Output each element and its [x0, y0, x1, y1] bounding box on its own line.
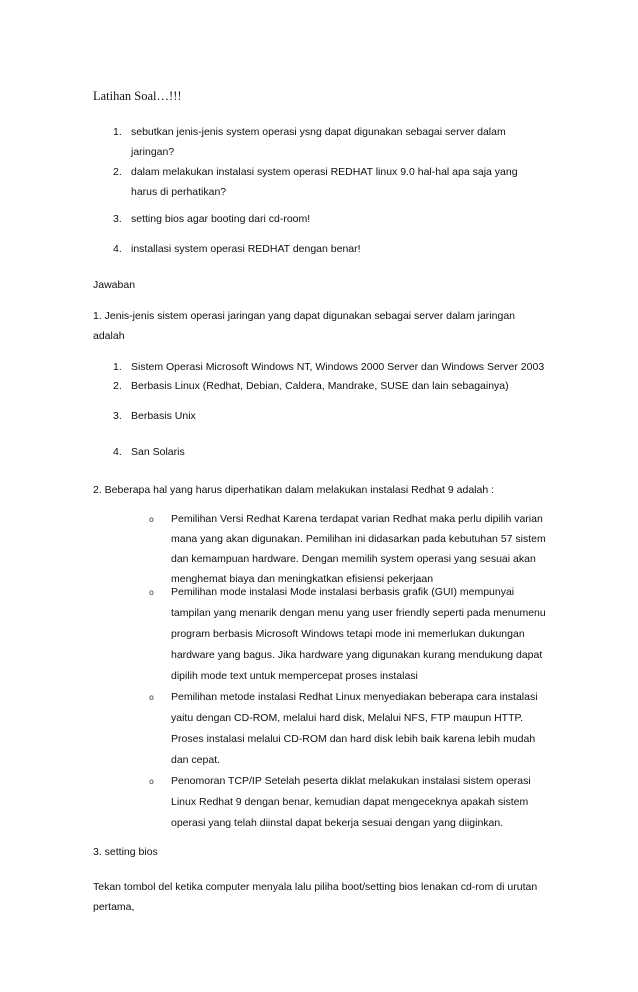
- bullet-text: Pemilihan mode instalasi Mode instalasi berbasis grafik (GUI) mempunyai: [171, 586, 515, 598]
- bullet-icon: o: [149, 693, 154, 702]
- question-number: 4.: [113, 243, 122, 255]
- question-text: setting bios agar booting dari cd-room!: [131, 213, 311, 225]
- os-item-number: 3.: [113, 410, 122, 422]
- question-number: 2.: [113, 166, 122, 178]
- os-item: Berbasis Unix: [131, 410, 196, 422]
- question-text: installasi system operasi REDHAT dengan benar!: [131, 243, 361, 255]
- answer-3-paragraph: pertama,: [93, 901, 135, 913]
- bullet-text: Proses instalasi melalui CD-ROM dan hard disk lebih baik karena lebih mudah: [171, 733, 536, 745]
- answer-2-heading: 2. Beberapa hal yang harus diperhatikan dalam melakukan instalasi Redhat 9 adalah :: [93, 484, 495, 496]
- bullet-text: hardware yang bagus. Jika hardware yang digunakan kurang mendukung dapat: [171, 649, 543, 661]
- os-item: San Solaris: [131, 446, 185, 458]
- question-text: harus di perhatikan?: [131, 186, 227, 198]
- question-text: jaringan?: [131, 146, 175, 158]
- bullet-text: dan cepat.: [171, 754, 221, 766]
- bullet-text: Penomoran TCP/IP Setelah peserta diklat melakukan instalasi sistem operasi: [171, 775, 531, 787]
- bullet-text: dipilih mode text untuk mempercepat proses instalasi: [171, 670, 418, 682]
- page-title: Latihan Soal…!!!: [93, 89, 182, 103]
- question-number: 1.: [113, 126, 122, 138]
- question-text: sebutkan jenis-jenis system operasi ysng dapat digunakan sebagai server dalam: [131, 126, 506, 138]
- bullet-text: Pemilihan metode instalasi Redhat Linux menyediakan beberapa cara instalasi: [171, 691, 538, 703]
- answer-heading: Jawaban: [93, 279, 136, 291]
- bullet-text: Pemilihan Versi Redhat Karena terdapat varian Redhat maka perlu dipilih varian: [171, 513, 543, 525]
- os-item: Sistem Operasi Microsoft Windows NT, Windows 2000 Server dan Windows Server 2003: [131, 361, 545, 373]
- bullet-text: operasi yang telah diinstal dapat bekerja sesuai dengan yang diiginkan.: [171, 817, 504, 829]
- answer-1-paragraph: adalah: [93, 330, 125, 342]
- os-item-number: 1.: [113, 361, 122, 373]
- bullet-text: menghemat biaya dan meningkatkan efisiensi pekerjaan: [171, 573, 434, 585]
- answer-1-paragraph: 1. Jenis-jenis sistem operasi jaringan yang dapat digunakan sebagai server dalam jaringan: [93, 310, 515, 322]
- answer-3-heading: 3. setting bios: [93, 846, 158, 858]
- bullet-text: program berbasis Microsoft Windows tetapi mode ini memerlukan dukungan: [171, 628, 525, 640]
- question-number: 3.: [113, 213, 122, 225]
- bullet-icon: o: [149, 777, 154, 786]
- bullet-text: dan kemampuan hardware. Dengan memilih system operasi yang sesuai akan: [171, 553, 536, 565]
- answer-3-paragraph: Tekan tombol del ketika computer menyala lalu piliha boot/setting bios lenakan cd-rom di urutan: [93, 881, 538, 893]
- bullet-text: yaitu dengan CD-ROM, melalui hard disk, Melalui NFS, FTP maupun HTTP.: [171, 712, 524, 724]
- os-item: Berbasis Linux (Redhat, Debian, Caldera, Mandrake, SUSE dan lain sebagainya): [131, 380, 509, 392]
- os-item-number: 4.: [113, 446, 122, 458]
- os-item-number: 2.: [113, 380, 122, 392]
- bullet-text: Linux Redhat 9 dengan benar, kemudian dapat mengeceknya apakah sistem: [171, 796, 529, 808]
- bullet-text: tampilan yang menarik dengan menu yang user friendly seperti pada menumenu: [171, 607, 546, 619]
- bullet-text: mana yang akan digunakan. Pemilihan ini didasarkan pada kebutuhan 57 sistem: [171, 533, 546, 545]
- bullet-icon: o: [149, 515, 154, 524]
- bullet-icon: o: [149, 588, 154, 597]
- question-text: dalam melakukan instalasi system operasi REDHAT linux 9.0 hal-hal apa saja yang: [131, 166, 518, 178]
